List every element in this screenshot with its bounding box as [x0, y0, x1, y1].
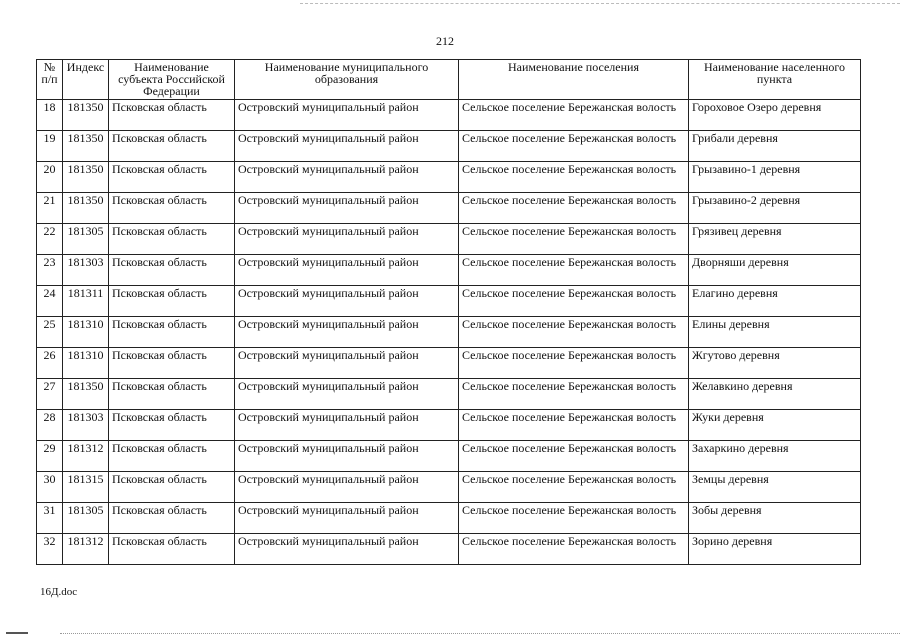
cell-settlement: Сельское поселение Бережанская волость	[459, 317, 689, 348]
header-subject: Наименование субъекта Российской Федерации	[109, 60, 235, 100]
cell-num: 25	[37, 317, 63, 348]
cell-num: 32	[37, 534, 63, 565]
cell-settlement: Сельское поселение Бережанская волость	[459, 534, 689, 565]
cell-municipality: Островский муниципальный район	[235, 379, 459, 410]
cell-index: 181311	[63, 286, 109, 317]
cell-index: 181350	[63, 379, 109, 410]
cell-subject: Псковская область	[109, 503, 235, 534]
cell-locality: Желавкино деревня	[689, 379, 861, 410]
cell-subject: Псковская область	[109, 255, 235, 286]
cell-locality: Жгутово деревня	[689, 348, 861, 379]
table-row	[37, 503, 861, 534]
cell-num: 30	[37, 472, 63, 503]
table-row	[37, 286, 861, 317]
cell-settlement: Сельское поселение Бережанская волость	[459, 131, 689, 162]
cell-settlement: Сельское поселение Бережанская волость	[459, 503, 689, 534]
cell-num: 19	[37, 131, 63, 162]
cell-index: 181350	[63, 162, 109, 193]
cell-municipality: Островский муниципальный район	[235, 162, 459, 193]
cell-municipality: Островский муниципальный район	[235, 286, 459, 317]
cell-subject: Псковская область	[109, 410, 235, 441]
cell-locality: Грызавино-2 деревня	[689, 193, 861, 224]
cell-index: 181305	[63, 224, 109, 255]
cell-subject: Псковская область	[109, 317, 235, 348]
cell-settlement: Сельское поселение Бережанская волость	[459, 224, 689, 255]
cell-index: 181310	[63, 348, 109, 379]
cell-index: 181350	[63, 100, 109, 131]
cell-subject: Псковская область	[109, 224, 235, 255]
cell-municipality: Островский муниципальный район	[235, 410, 459, 441]
table-row	[37, 379, 861, 410]
cell-locality: Земцы деревня	[689, 472, 861, 503]
cell-locality: Зорино деревня	[689, 534, 861, 565]
cell-municipality: Островский муниципальный район	[235, 255, 459, 286]
cell-num: 20	[37, 162, 63, 193]
cell-municipality: Островский муниципальный район	[235, 503, 459, 534]
cell-subject: Псковская область	[109, 131, 235, 162]
table-row	[37, 100, 861, 131]
cell-municipality: Островский муниципальный район	[235, 534, 459, 565]
cell-municipality: Островский муниципальный район	[235, 317, 459, 348]
cell-num: 26	[37, 348, 63, 379]
cell-locality: Дворняши деревня	[689, 255, 861, 286]
cell-settlement: Сельское поселение Бережанская волость	[459, 255, 689, 286]
cell-index: 181350	[63, 193, 109, 224]
cell-subject: Псковская область	[109, 472, 235, 503]
cell-locality: Грызавино-1 деревня	[689, 162, 861, 193]
table-row	[37, 255, 861, 286]
cell-municipality: Островский муниципальный район	[235, 441, 459, 472]
table-row	[37, 193, 861, 224]
cell-municipality: Островский муниципальный район	[235, 224, 459, 255]
locality-registry-table	[36, 59, 861, 565]
page-number: 212	[436, 34, 454, 48]
cell-index: 181312	[63, 534, 109, 565]
header-settlement: Наименование поселения	[459, 60, 689, 100]
cell-index: 181350	[63, 131, 109, 162]
cell-num: 22	[37, 224, 63, 255]
cell-num: 29	[37, 441, 63, 472]
cell-settlement: Сельское поселение Бережанская волость	[459, 162, 689, 193]
table-header-row	[37, 60, 861, 100]
cell-index: 181315	[63, 472, 109, 503]
cell-locality: Грязивец деревня	[689, 224, 861, 255]
cell-settlement: Сельское поселение Бережанская волость	[459, 410, 689, 441]
cell-index: 181303	[63, 255, 109, 286]
cell-index: 181305	[63, 503, 109, 534]
cell-settlement: Сельское поселение Бережанская волость	[459, 441, 689, 472]
cell-locality: Зобы деревня	[689, 503, 861, 534]
header-locality: Наименование населенного пункта	[689, 60, 861, 100]
cell-locality: Гороховое Озеро деревня	[689, 100, 861, 131]
cell-num: 27	[37, 379, 63, 410]
cell-num: 18	[37, 100, 63, 131]
cell-municipality: Островский муниципальный район	[235, 131, 459, 162]
cell-subject: Псковская область	[109, 162, 235, 193]
cell-subject: Псковская область	[109, 286, 235, 317]
header-num: № п/п	[37, 60, 63, 100]
table-row	[37, 162, 861, 193]
cell-locality: Жуки деревня	[689, 410, 861, 441]
cell-num: 23	[37, 255, 63, 286]
cell-num: 24	[37, 286, 63, 317]
cell-subject: Псковская область	[109, 441, 235, 472]
cell-num: 21	[37, 193, 63, 224]
table-row	[37, 441, 861, 472]
cell-index: 181312	[63, 441, 109, 472]
cell-index: 181303	[63, 410, 109, 441]
cell-subject: Псковская область	[109, 534, 235, 565]
cell-subject: Псковская область	[109, 100, 235, 131]
header-municipality: Наименование муниципального образования	[235, 60, 459, 100]
top-scan-rule	[300, 3, 900, 4]
cell-municipality: Островский муниципальный район	[235, 472, 459, 503]
table-row	[37, 472, 861, 503]
table-row	[37, 224, 861, 255]
table-row	[37, 410, 861, 441]
cell-index: 181310	[63, 317, 109, 348]
bottom-scan-rule	[60, 633, 900, 634]
footer-filename: 16Д.doc	[40, 586, 78, 598]
cell-settlement: Сельское поселение Бережанская волость	[459, 379, 689, 410]
cell-subject: Псковская область	[109, 379, 235, 410]
table-row	[37, 534, 861, 565]
cell-locality: Елины деревня	[689, 317, 861, 348]
header-index: Индекс	[63, 60, 109, 100]
cell-settlement: Сельское поселение Бережанская волость	[459, 348, 689, 379]
cell-num: 28	[37, 410, 63, 441]
table-row	[37, 131, 861, 162]
cell-municipality: Островский муниципальный район	[235, 348, 459, 379]
cell-subject: Псковская область	[109, 348, 235, 379]
cell-subject: Псковская область	[109, 193, 235, 224]
cell-num: 31	[37, 503, 63, 534]
table-row	[37, 348, 861, 379]
cell-locality: Грибали деревня	[689, 131, 861, 162]
table-row	[37, 317, 861, 348]
cell-settlement: Сельское поселение Бережанская волость	[459, 286, 689, 317]
cell-locality: Елагино деревня	[689, 286, 861, 317]
cell-settlement: Сельское поселение Бережанская волость	[459, 100, 689, 131]
cell-settlement: Сельское поселение Бережанская волость	[459, 193, 689, 224]
cell-municipality: Островский муниципальный район	[235, 100, 459, 131]
cell-municipality: Островский муниципальный район	[235, 193, 459, 224]
bottom-scan-mark	[6, 632, 28, 634]
cell-locality: Захаркино деревня	[689, 441, 861, 472]
cell-settlement: Сельское поселение Бережанская волость	[459, 472, 689, 503]
